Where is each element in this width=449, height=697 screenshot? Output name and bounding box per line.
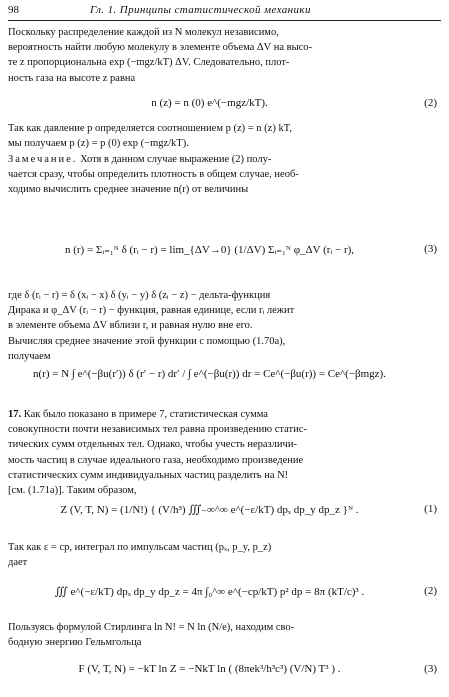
equation-2 [8,94,441,118]
text-line: мость частиц в случае идеального газа, необходимо произведение [8,454,304,466]
problem-text: Как было показано в примере 7, статистическая сумма [21,409,268,420]
equation-6 [8,582,441,606]
paragraph-3 [8,288,441,364]
text-line: те z пропорциональна exp (−mgz/kT) ΔV. Следовательно, плот- [8,57,290,69]
paragraph-5 [8,540,441,570]
text-line [8,152,441,167]
text-line: Дирака и φ_ΔV (rᵢ − r) − функция, равная единице, если rᵢ лежит [8,305,295,317]
text-line: Так как давление p определяется соотношением p (z) = n (z) kT, [8,123,292,134]
text-line: дает [8,557,28,569]
running-title: Гл. 1. Принципы статистической механики [90,4,311,16]
equation-3 [8,240,441,264]
text-line: Вычисляя среднее значение этой функции с помощью (1.70а), [8,335,286,347]
paragraph-6 [8,620,441,650]
equation-number: (2) [424,97,437,109]
equation-body: n (z) = n (0) e^(−mgz/kT). [151,97,268,109]
text-line: [см. (1.71а)]. Таким образом, [8,485,137,497]
equation-number: (3) [424,663,437,675]
text-line: статистических сумм индивидуальных частиц разделить на N! [8,469,289,481]
equation-body: n(r) = N ∫ e^(−βu(r′)) δ (r′ − r) dr′ / ∫ e^(−βu(r)) dr = Ce^(−βu(r)) = Ce^(−βmgz). [33,368,386,380]
equation-body: ∭ e^(−ε/kT) dpₓ dp_y dp_z = 4π ∫₀^∞ e^(−cp/kT) p² dp = 8π (kT/c)³ . [54,586,365,598]
text-line [8,407,441,422]
equation-5 [8,500,441,524]
remark-paragraph [8,152,441,198]
equation-number: (3) [424,243,437,255]
paragraph-2 [8,121,441,151]
text-line: где δ (rᵢ − r) = δ (xᵢ − x) δ (yᵢ − y) δ (zᵢ − z) − дельта-функция [8,290,271,301]
text-line: Так как ε = cp, интеграл по импульсам частиц (pₓ, p_y, p_z) [8,542,272,553]
equation-4 [8,365,441,389]
text-line: вероятность найти любую молекулу в элементе объема ΔV на высо- [8,42,313,54]
text-line: совокупности почти независимых тел равна произведению статис- [8,424,307,436]
equation-number: (2) [424,585,437,597]
equation-body: Z (V, T, N) = (1/N!) { (V/h³) ∭₋∞^∞ e^(−ε/kT) dpₓ dp_y dp_z }ᴺ . [60,504,359,516]
text-line: тических сумм отдельных тел. Однако, чтобы учесть неразличи- [8,439,297,451]
equation-number: (1) [424,503,437,515]
page-header [8,4,441,21]
equation-body: n (r) = Σᵢ₌₁ᴺ δ (rᵢ − r) = lim_{ΔV→0} (1/ΔV) Σᵢ₌₁ᴺ φ_ΔV (rᵢ − r), [64,244,355,256]
text-line: в элементе объема ΔV вблизи r, и равная нулю вне его. [8,320,253,332]
problem-number: 17. [8,409,22,420]
text-line: Пользуясь формулой Стирлинга ln N! = N ln (N/e), находим сво- [8,622,295,633]
equation-body: F (V, T, N) = −kT ln Z = −NkT ln ( (8πek³/h³c³) (V/N) T³ ) . [78,663,341,675]
text-line: бодную энергию Гельмгольца [8,637,142,649]
text-line: Поскольку распределение каждой из N молекул независимо, [8,27,279,38]
text-line: ность газа на высоте z равна [8,72,136,84]
text-line: чается сразу, чтобы определить плотность в общем случае, необ- [8,169,299,181]
text-line: получаем [8,350,51,362]
text-line: ходимо вычислить среднее значение n(r) от величины [8,184,249,196]
remark-text: Хотя в данном случае выражение (2) полу- [77,154,272,165]
remark-label: Замечание. [8,154,78,165]
equation-7 [8,660,441,684]
page-number: 98 [8,4,19,16]
paragraph-4 [8,407,441,498]
text-line: мы получаем p (z) = p (0) exp (−mgz/kT). [8,138,189,150]
paragraph-1 [8,25,441,86]
